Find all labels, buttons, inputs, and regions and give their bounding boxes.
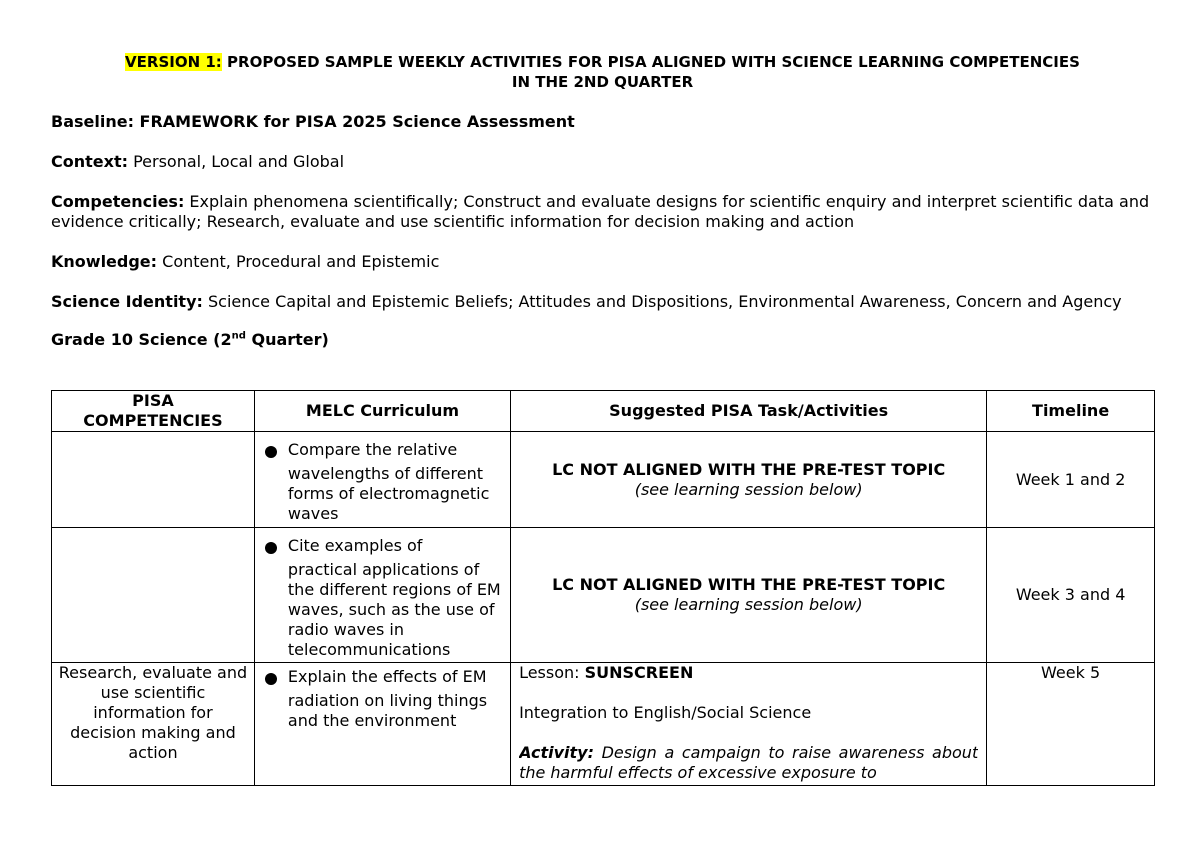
lesson-label: Lesson: bbox=[519, 663, 585, 682]
bullet-icon bbox=[265, 446, 277, 458]
title-text: PROPOSED SAMPLE WEEKLY ACTIVITIES FOR PISA ALIGNED WITH SCIENCE LEARNING COMPETENCIES bbox=[221, 53, 1080, 71]
table-header-row bbox=[52, 391, 1155, 432]
bullet-icon bbox=[265, 673, 277, 685]
task-sub: (see learning session below) bbox=[634, 595, 863, 614]
table-row bbox=[52, 528, 1155, 663]
knowledge-line bbox=[51, 252, 1154, 272]
melc-rest: practical applications of the different regions of EM waves, such as the use of radio waves in telecommunications bbox=[287, 560, 501, 659]
melc-cell bbox=[254, 663, 510, 786]
table-row bbox=[52, 663, 1155, 786]
competencies-line bbox=[51, 192, 1154, 232]
context-line bbox=[51, 152, 1154, 172]
integration-line: Integration to English/Social Science bbox=[519, 703, 812, 722]
science-identity-line bbox=[51, 292, 1154, 312]
grade-suffix: Quarter) bbox=[245, 330, 329, 349]
task-cell bbox=[511, 528, 987, 663]
melc-first-line: Explain the effects of EM bbox=[287, 667, 487, 686]
version-label: VERSION 1: bbox=[125, 53, 222, 71]
document-page bbox=[51, 52, 1154, 350]
activity-line bbox=[519, 743, 978, 783]
timeline-cell: Week 3 and 4 bbox=[987, 528, 1155, 663]
pisa-competency-text: Research, evaluate and use scientific information for decision making and action bbox=[58, 663, 248, 762]
activity-text: Design a campaign to raise awareness about the harmful effects of excessive exposure to bbox=[519, 743, 979, 782]
grade-sup: nd bbox=[231, 330, 246, 342]
task-sub: (see learning session below) bbox=[634, 479, 863, 499]
activity-label: Activity: bbox=[519, 743, 594, 762]
competencies-label: Competencies: bbox=[51, 192, 185, 211]
science-identity-label: Science Identity: bbox=[51, 292, 203, 311]
document-title bbox=[51, 52, 1154, 92]
header-pisa-competencies: PISA COMPETENCIES bbox=[52, 391, 255, 432]
bullet-icon bbox=[265, 542, 277, 554]
baseline-line bbox=[51, 112, 1154, 132]
activities-table bbox=[51, 390, 1155, 786]
pisa-competency-cell bbox=[52, 663, 255, 786]
context-label: Context: bbox=[51, 152, 128, 171]
science-identity-value: Science Capital and Epistemic Beliefs; Attitudes and Dispositions, Environmental Awareness, Concern and Agency bbox=[202, 292, 1122, 311]
knowledge-label: Knowledge: bbox=[51, 252, 158, 271]
context-value: Personal, Local and Global bbox=[128, 152, 345, 171]
knowledge-value: Content, Procedural and Epistemic bbox=[157, 252, 440, 271]
baseline-text: Baseline: FRAMEWORK for PISA 2025 Science Assessment bbox=[51, 112, 575, 131]
melc-rest: wavelengths of different forms of electromagnetic waves bbox=[287, 464, 490, 523]
timeline-text: Week 5 bbox=[1041, 663, 1101, 682]
task-cell bbox=[511, 432, 987, 528]
pisa-competency-cell bbox=[52, 432, 255, 528]
competencies-value: Explain phenomena scientifically; Construct and evaluate designs for scientific enquiry and interpret scientific data and evidence critically; Research, evaluate and use scientific information for decision making and action bbox=[51, 192, 1150, 231]
title-line-2: IN THE 2ND QUARTER bbox=[511, 73, 694, 91]
melc-first-line: Compare the relative bbox=[287, 440, 458, 459]
grade-prefix: Grade 10 Science (2 bbox=[51, 330, 232, 349]
lesson-line bbox=[519, 663, 978, 683]
task-main: LC NOT ALIGNED WITH THE PRE-TEST TOPIC bbox=[552, 575, 946, 594]
timeline-cell bbox=[987, 663, 1155, 786]
header-suggested-tasks: Suggested PISA Task/Activities bbox=[511, 391, 987, 432]
task-cell bbox=[511, 663, 987, 786]
melc-cell bbox=[254, 528, 510, 663]
grade-heading bbox=[51, 330, 1154, 350]
header-timeline: Timeline bbox=[987, 391, 1155, 432]
pisa-competency-cell bbox=[52, 528, 255, 663]
task-main: LC NOT ALIGNED WITH THE PRE-TEST TOPIC bbox=[552, 459, 946, 479]
melc-cell bbox=[254, 432, 510, 528]
melc-rest: radiation on living things and the environment bbox=[287, 691, 488, 730]
timeline-cell: Week 1 and 2 bbox=[987, 432, 1155, 528]
table-row bbox=[52, 432, 1155, 528]
lesson-value: SUNSCREEN bbox=[584, 663, 694, 682]
melc-first-line: Cite examples of bbox=[287, 536, 423, 555]
header-melc-curriculum: MELC Curriculum bbox=[254, 391, 510, 432]
